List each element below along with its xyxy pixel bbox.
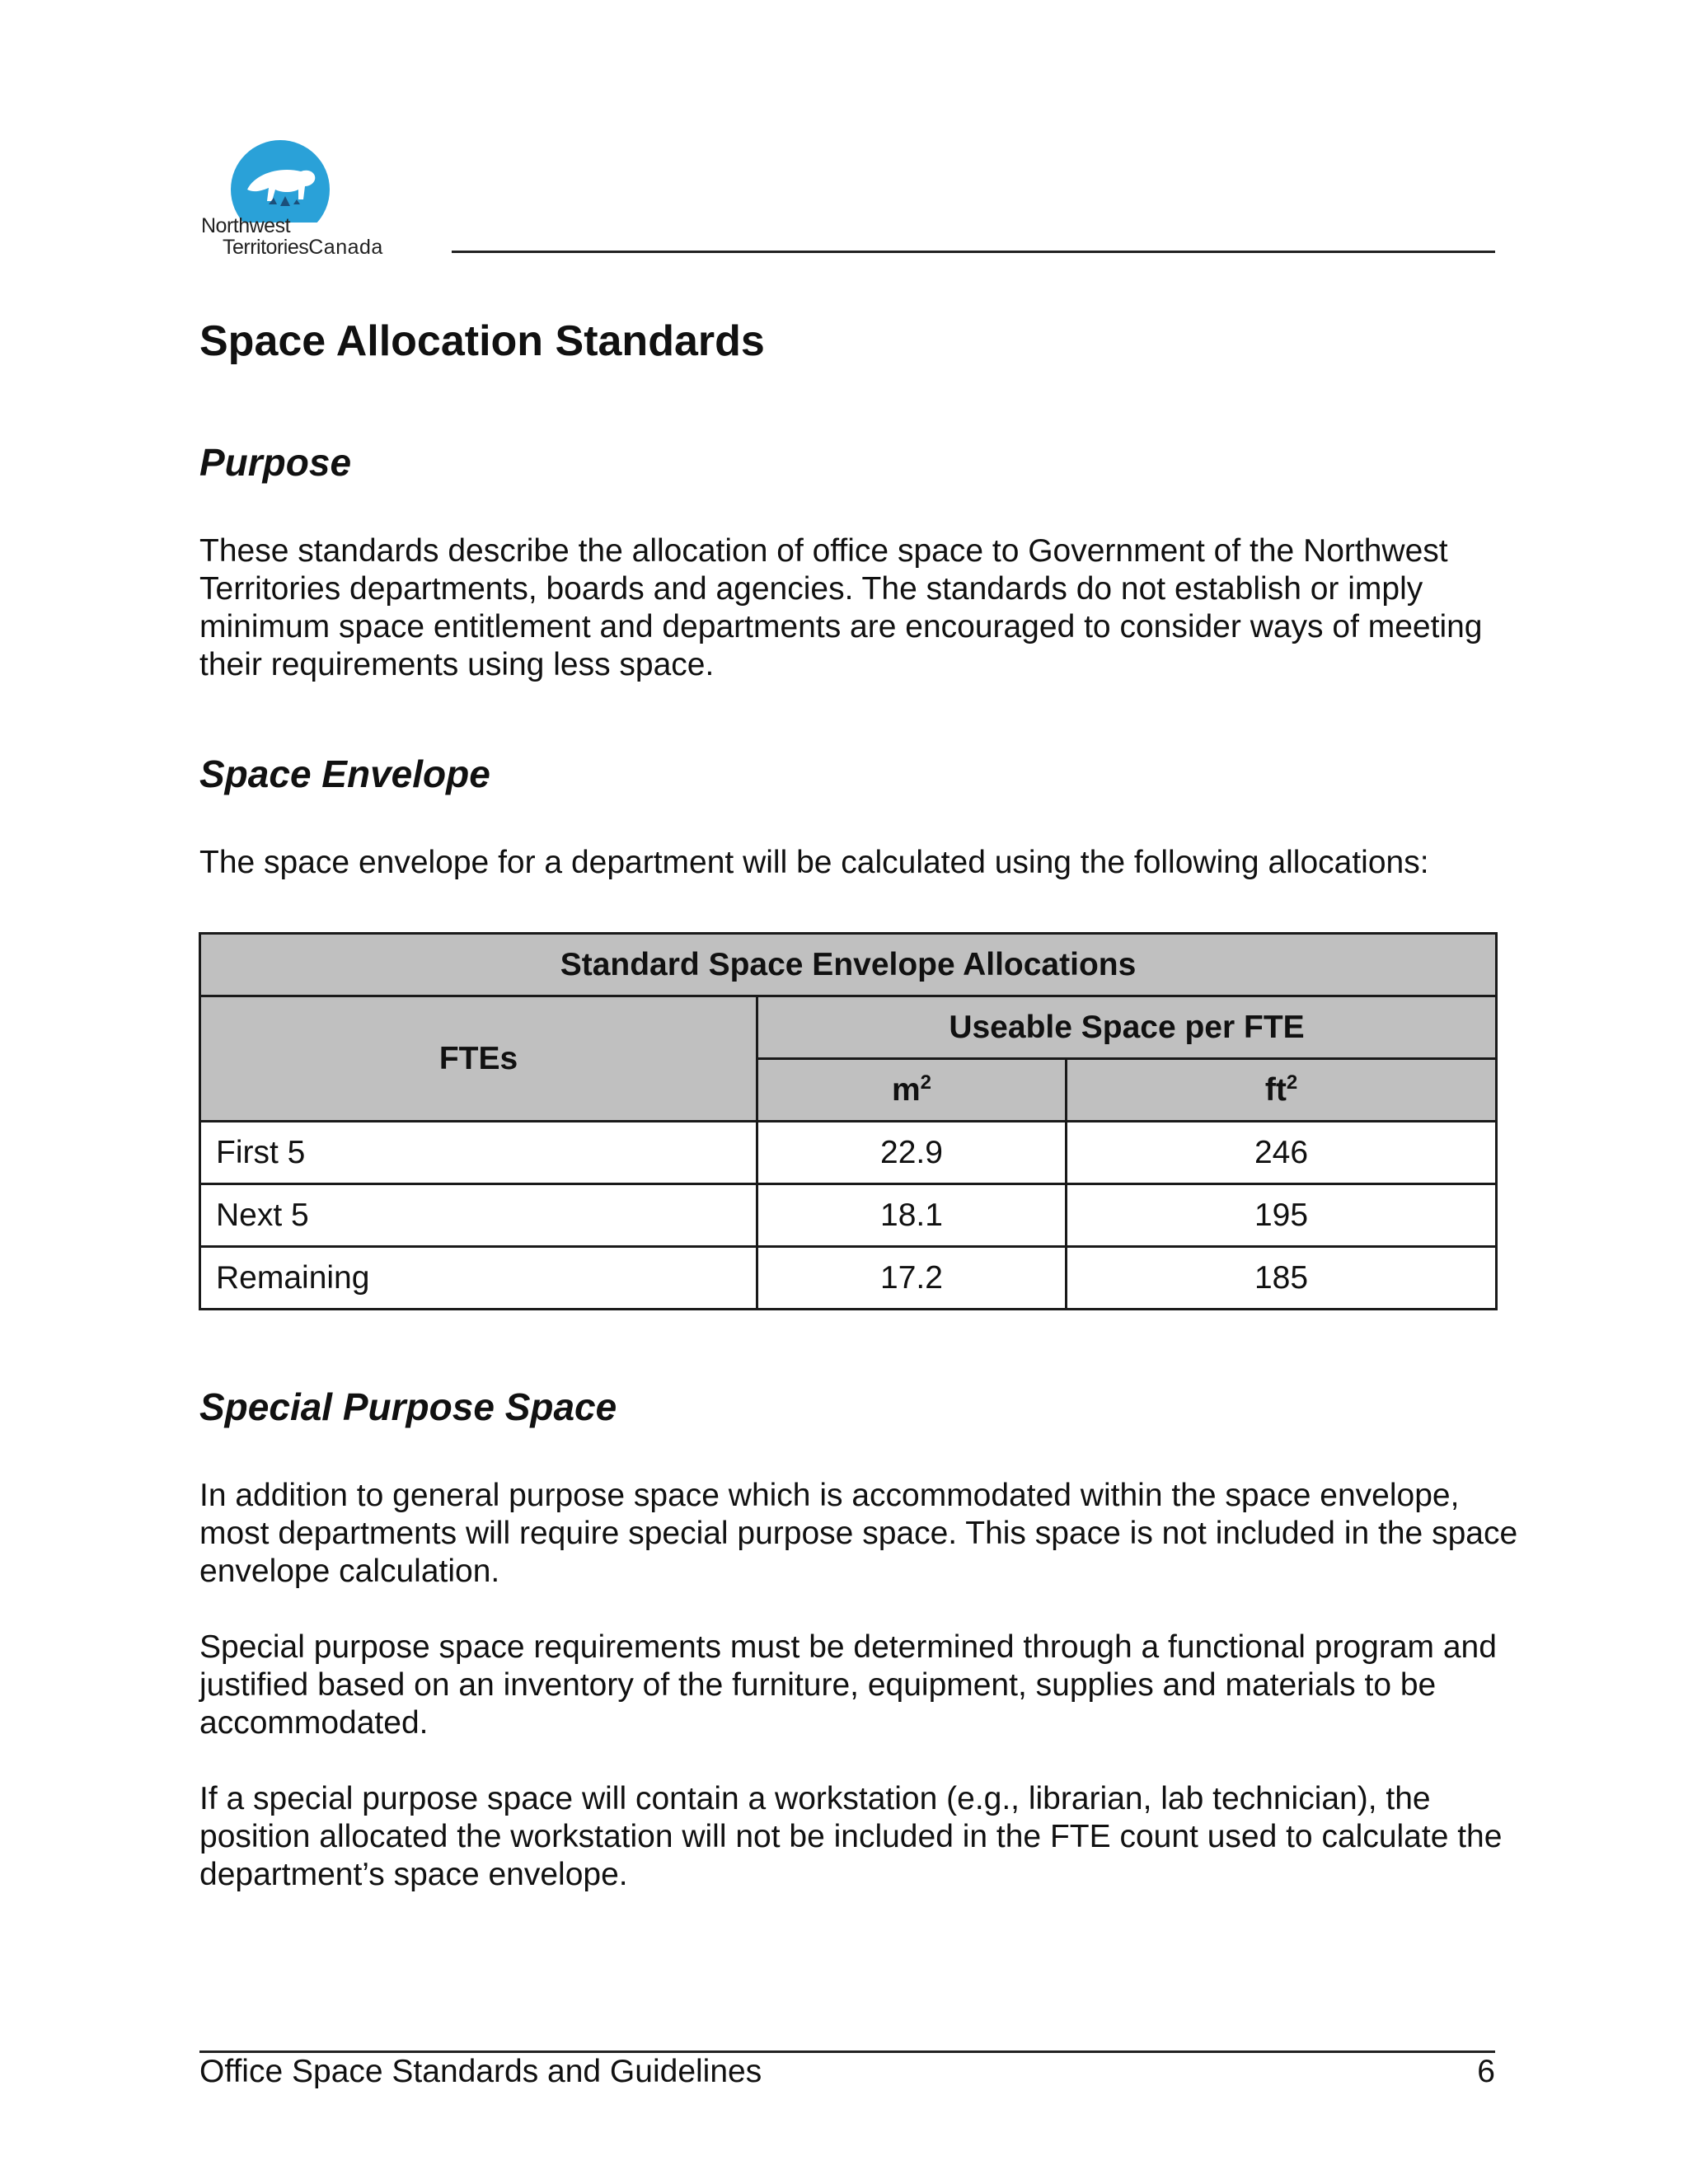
polar-bear-sun-icon <box>223 132 338 223</box>
space-envelope-paragraph: The space envelope for a department will be calculated using the following allocations: <box>199 845 1429 880</box>
logo-text-canada: Canada <box>308 236 383 259</box>
special-purpose-paragraph-1: In addition to general purpose space which is accommodated within the space envelope, most departments will require special purpose space. This space is not included in the space envelope calculation. <box>199 1478 1518 1589</box>
row-label: First 5 <box>200 1122 757 1184</box>
logo-text-territories-canada: TerritoriesCanada <box>223 236 383 259</box>
header-ftes: FTEs <box>200 996 757 1122</box>
row-ft2: 185 <box>1067 1247 1497 1310</box>
row-ft2: 246 <box>1067 1122 1497 1184</box>
row-label: Remaining <box>200 1247 757 1310</box>
special-purpose-paragraph-2: Special purpose space requirements must be determined through a functional program and justified based on an inventory of the furniture, equipment, supplies and materials to be accommodated. <box>199 1629 1497 1741</box>
table-row <box>200 1122 1497 1184</box>
page-title: Space Allocation Standards <box>199 317 765 365</box>
special-purpose-paragraph-3: If a special purpose space will contain a workstation (e.g., librarian, lab technician), the position allocated the workstation will not be included in the FTE count used to calculate the department’s space envelope. <box>199 1781 1503 1892</box>
space-envelope-table <box>199 932 1498 1310</box>
footer-rule <box>199 2050 1495 2053</box>
table-caption: Standard Space Envelope Allocations <box>200 934 1497 996</box>
purpose-paragraph: These standards describe the allocation of office space to Government of the Northwest Territories departments, boards and agencies. The standards do not establish or imply minimum space entitlement and departments are encouraged to consider ways of meeting their requirements using less space. <box>199 533 1483 682</box>
logo-text-northwest: Northwest <box>201 214 291 237</box>
row-label: Next 5 <box>200 1184 757 1247</box>
gnwt-logo <box>198 132 437 264</box>
table-row <box>200 1184 1497 1247</box>
special-purpose-heading: Special Purpose Space <box>199 1385 617 1428</box>
header-useable-space: Useable Space per FTE <box>757 996 1497 1059</box>
header-rule <box>452 251 1495 253</box>
table-row <box>200 1247 1497 1310</box>
header-m2: $m^2$ <box>757 1059 1067 1122</box>
footer-document-title: Office Space Standards and Guidelines <box>199 2054 762 2089</box>
row-ft2: 195 <box>1067 1184 1497 1247</box>
row-m2: 18.1 <box>757 1184 1067 1247</box>
space-envelope-heading: Space Envelope <box>199 752 490 795</box>
row-m2: 17.2 <box>757 1247 1067 1310</box>
purpose-heading: Purpose <box>199 441 352 484</box>
header-ft2: $ft^2$ <box>1067 1059 1497 1122</box>
page-number: 6 <box>1477 2054 1495 2089</box>
row-m2: 22.9 <box>757 1122 1067 1184</box>
